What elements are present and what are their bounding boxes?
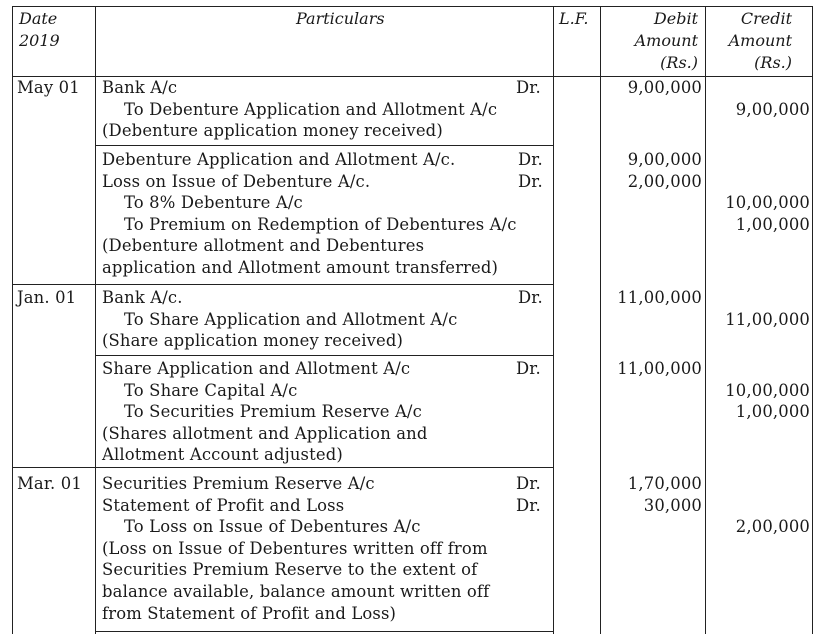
- narration-text: (Share application money received): [102, 331, 404, 351]
- entry-line-text: Loss on Issue of Debenture A/c.: [102, 171, 371, 191]
- header-particulars: Particulars: [296, 9, 385, 28]
- narration-text: (Shares allotment and Application and: [102, 423, 428, 443]
- narration-text: Securities Premium Reserve to the extent of: [102, 560, 478, 580]
- dr-marker: Dr.: [516, 359, 541, 378]
- entry-line-text: To Loss on Issue of Debentures A/c: [124, 517, 421, 537]
- entry-line-text: Share Application and Allotment A/c: [102, 359, 411, 378]
- dr-marker: Dr.: [518, 150, 543, 169]
- dr-marker: Dr.: [518, 171, 543, 191]
- narration-text: (Loss on Issue of Debentures written off from: [102, 538, 488, 558]
- header-date-label: Date: [19, 9, 58, 28]
- header-debit-label: Debit: [653, 9, 698, 28]
- header-debit-amount-label: Amount: [634, 31, 698, 50]
- particulars-column-divider: [553, 6, 554, 634]
- entry-line-text: To Share Capital A/c: [124, 380, 298, 400]
- entry-separator: [96, 355, 553, 356]
- narration-text: application and Allotment amount transferred): [102, 258, 499, 277]
- entry-line-text: To Premium on Redemption of Debentures A/c: [124, 214, 517, 234]
- narration-text: Allotment Account adjusted): [102, 445, 343, 465]
- lf-column-divider: [600, 6, 601, 634]
- credit-amount: 11,00,000: [725, 309, 810, 329]
- debit-amount: 1,70,000: [627, 474, 702, 493]
- debit-amount: 9,00,000: [627, 78, 702, 97]
- credit-amount: 9,00,000: [735, 99, 810, 119]
- entry-line-text: Bank A/c: [102, 78, 178, 97]
- entry-line-text: To Debenture Application and Allotment A/c: [124, 99, 498, 119]
- header-credit: [712, 8, 792, 74]
- narration-text: (Debenture allotment and Debentures: [102, 236, 425, 256]
- frame-right-border: [812, 6, 813, 634]
- header-date: [19, 8, 60, 52]
- header-debit-unit: (Rs.): [660, 53, 698, 72]
- debit-amount: 2,00,000: [627, 171, 702, 191]
- credit-amount: 1,00,000: [735, 402, 810, 422]
- entry-date: May 01: [17, 78, 80, 97]
- entry-line-text: Bank A/c.: [102, 288, 183, 307]
- header-debit: [606, 8, 698, 74]
- header-year-label: 2019: [19, 31, 60, 50]
- header-credit-unit: (Rs.): [754, 53, 792, 72]
- header-lf: L.F.: [559, 9, 589, 28]
- credit-amount: 10,00,000: [725, 193, 810, 213]
- narration-text: from Statement of Profit and Loss): [102, 603, 397, 623]
- debit-amount: 11,00,000: [617, 359, 702, 378]
- entry-line-text: Statement of Profit and Loss: [102, 495, 345, 515]
- debit-amount: 11,00,000: [617, 288, 702, 307]
- date-column-divider: [95, 6, 96, 634]
- entry-line-text: To Securities Premium Reserve A/c: [124, 402, 422, 422]
- entry-line-text: To Share Application and Allotment A/c: [124, 309, 458, 329]
- narration-text: balance available, balance amount written off: [102, 582, 490, 601]
- header-credit-label: Credit: [740, 9, 792, 28]
- entry-line-text: To 8% Debenture A/c: [124, 193, 303, 213]
- dr-marker: Dr.: [518, 288, 543, 307]
- dr-marker: Dr.: [516, 474, 541, 493]
- dr-marker: Dr.: [516, 495, 541, 515]
- entry-line-text: Securities Premium Reserve A/c: [102, 474, 375, 493]
- credit-amount: 10,00,000: [725, 380, 810, 400]
- entry-separator: [96, 631, 553, 632]
- entry-date: Jan. 01: [17, 288, 77, 307]
- debit-amount: 30,000: [643, 495, 702, 515]
- debit-amount: 9,00,000: [627, 150, 702, 169]
- credit-amount: 1,00,000: [735, 214, 810, 234]
- entry-separator: [96, 145, 553, 146]
- frame-left-border: [12, 6, 13, 634]
- frame-top-border: [12, 6, 812, 7]
- entry-separator: [12, 467, 553, 468]
- debit-column-divider: [705, 6, 706, 634]
- entry-date: Mar. 01: [17, 474, 82, 493]
- entry-separator: [12, 284, 553, 285]
- entry-line-text: Debenture Application and Allotment A/c.: [102, 150, 456, 169]
- narration-text: (Debenture application money received): [102, 121, 443, 141]
- credit-amount: 2,00,000: [735, 517, 810, 537]
- header-credit-amount-label: Amount: [728, 31, 792, 50]
- dr-marker: Dr.: [516, 78, 541, 97]
